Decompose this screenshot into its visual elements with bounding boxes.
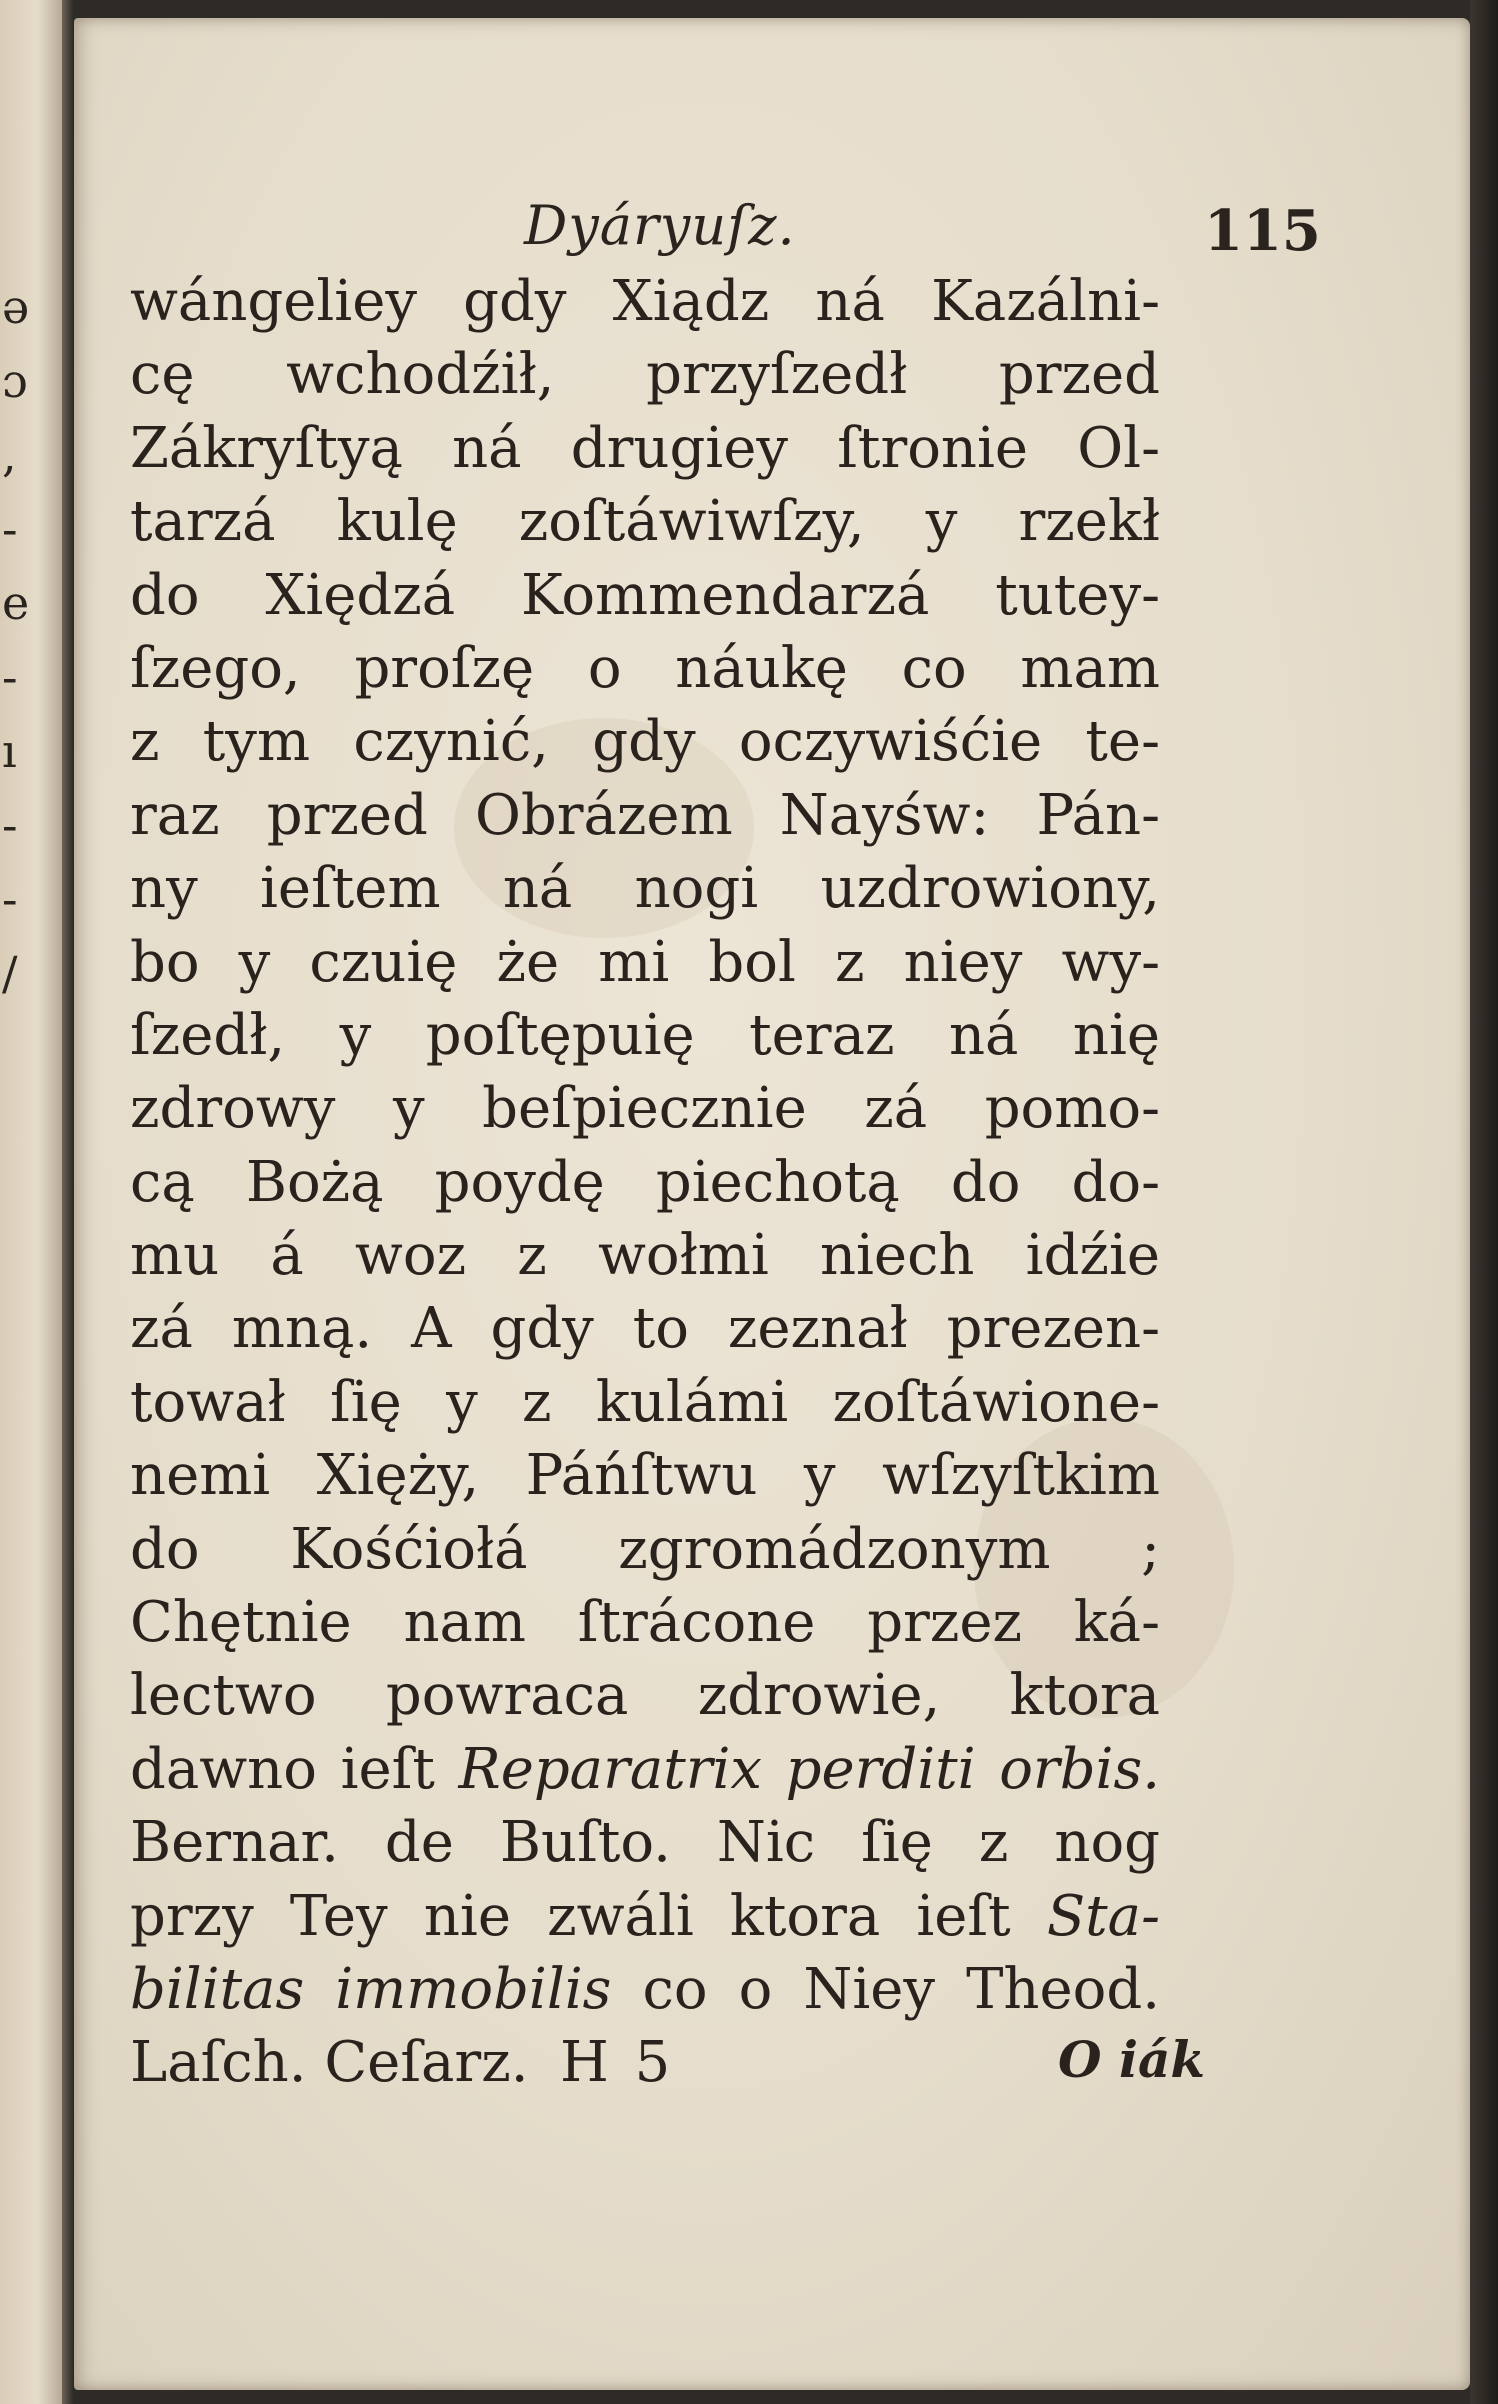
text-line: bo y czuię że mi bol z niey wy- <box>130 929 1160 995</box>
italic-fragment: bilitas immobilis <box>130 1956 612 2022</box>
text-line: zdrowy y beſpiecznie zá pomo- <box>130 1076 1160 1142</box>
text-line: z tym czynić, gdy oczywiśćie te- <box>130 709 1160 775</box>
text-line: raz przed Obrázem Nayśw: Pán- <box>130 782 1160 848</box>
text-line: tował ſię y z kulámi zoſtáwione- <box>130 1369 1160 1435</box>
page-header <box>130 180 1321 264</box>
text-line: Zákryſtyą ná drugiey ſtronie Ol- <box>130 415 1160 481</box>
body-text <box>130 265 1160 2100</box>
text-line: wángeliey gdy Xiądz ná Kazálni- <box>130 269 1160 334</box>
italic-fragment: Reparatrix perditi orbis. <box>458 1736 1160 1802</box>
italic-fragment: Sta- <box>1046 1883 1160 1949</box>
text-line-italic-mixed: dawno ieſt Reparatrix perditi orbis. <box>130 1736 1160 1802</box>
text-line: mu á woz z wołmi niech idźie <box>130 1223 1160 1289</box>
text-line: ny ieſtem ná nogi uzdrowiony, <box>130 856 1160 922</box>
text-line: cę wchodźił, przyſzedł przed <box>130 342 1160 408</box>
text-line: cą Bożą poydę piechotą do do- <box>130 1149 1160 1215</box>
text-line: ſzego, proſzę o náukę co mam <box>130 635 1160 701</box>
text-line-italic-mixed: bilitas immobilis co o Niey Theod. <box>130 1956 1160 2022</box>
book-gutter <box>62 0 74 2404</box>
text-line: Chętnie nam ſtrácone przez ká- <box>130 1590 1160 1656</box>
text-line: Laſch. Ceſarz. <box>130 2030 529 2096</box>
text-line: nemi Xięży, Páńſtwu y wſzyſtkim <box>130 1443 1160 1509</box>
text-line: do Xiędzá Kommendarzá tutey- <box>130 562 1160 628</box>
facing-page-glyphs: ǝ ɔ , - e - ı - - / <box>2 280 30 1000</box>
page-footer <box>130 2030 1210 2110</box>
text-line: lectwo powraca zdrowie, ktora <box>130 1663 1160 1729</box>
text-line: zá mną. A gdy to zeznał prezen- <box>130 1296 1160 1362</box>
running-head: Dyáryuſz. <box>524 194 796 257</box>
signature-mark: H 5 <box>560 2030 675 2095</box>
text-line: Bernar. de Buſto. Nic ſię z nog <box>130 1810 1160 1876</box>
text-line: tarzá kulę zoſtáwiwſzy, y rzekł <box>130 489 1160 555</box>
catchword: O iák <box>1058 2030 1205 2089</box>
page-number: 115 <box>1204 198 1321 264</box>
text-line: ſzedł, y poſtępuię teraz ná nię <box>130 1002 1160 1068</box>
facing-page-edge <box>0 0 62 2404</box>
text-line: do Kośćiołá zgromádzonym ; <box>130 1516 1160 1582</box>
text-line-italic-mixed: przy Tey nie zwáli ktora ieſt Sta- <box>130 1883 1160 1949</box>
scan-right-edge <box>1470 0 1498 2404</box>
